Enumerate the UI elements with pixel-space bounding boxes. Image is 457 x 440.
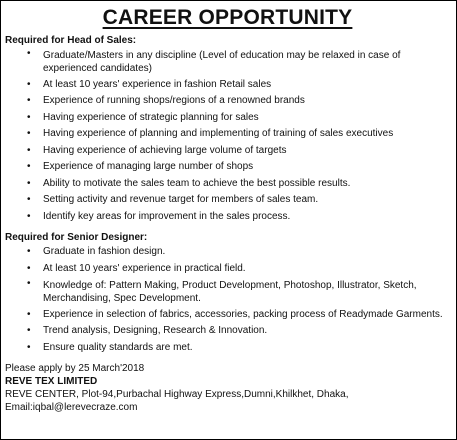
bullet-icon: •: [27, 194, 31, 205]
bullet-icon: •: [27, 128, 31, 139]
bullet-icon: •: [27, 210, 31, 222]
list-item: [27, 340, 450, 357]
list-item-text: Experience of managing large number of shops: [43, 161, 254, 172]
list-item-text: Trend analysis, Designing, Research & Innovation.: [43, 325, 268, 336]
list-item: [27, 47, 450, 77]
list-item: [27, 110, 450, 127]
bullet-icon: •: [27, 246, 31, 257]
bullet-icon: •: [27, 95, 31, 106]
list-item: [27, 126, 450, 143]
bullet-icon: •: [27, 111, 31, 123]
list-item: [27, 192, 450, 209]
list-item: [27, 261, 450, 278]
list-item: [27, 176, 450, 193]
list-item: [27, 277, 450, 307]
bullet-icon: •: [27, 308, 31, 320]
bullet-icon: •: [27, 325, 31, 336]
company-name: REVE TEX LIMITED: [5, 376, 98, 387]
list-item-text: Having experience of planning and implementing of training of sales executives: [43, 128, 394, 139]
list-item: [27, 209, 450, 226]
bullet-icon: •: [27, 161, 31, 172]
requirements-list-head-of-sales: [5, 47, 450, 225]
bullet-icon: •: [27, 144, 31, 156]
list-item-text: Identify key areas for improvement in the sales process.: [43, 210, 291, 222]
bullet-icon: •: [27, 278, 31, 289]
list-item: [27, 77, 450, 94]
list-item: [27, 307, 450, 324]
section-heading-senior-designer: Required for Senior Designer:: [5, 232, 148, 243]
list-item-text: Having experience of strategic planning for sales: [43, 111, 259, 123]
bullet-icon: •: [27, 262, 31, 274]
list-item-text: Graduate/Masters in any discipline (Level of education may be relaxed in case of experienced candidates): [43, 50, 401, 74]
section-heading-head-of-sales: Required for Head of Sales:: [5, 35, 137, 46]
bullet-icon: •: [27, 177, 31, 189]
list-item: [27, 159, 450, 176]
bullet-icon: •: [27, 48, 31, 59]
list-item-text: Having experience of achieving large volume of targets: [43, 144, 287, 156]
page-title: CAREER OPPORTUNITY: [102, 6, 353, 29]
list-item-text: At least 10 years' experience in fashion Retail sales: [43, 78, 272, 90]
list-item-text: At least 10 years' experience in practical field.: [43, 262, 246, 274]
list-item-text: Ensure quality standards are met.: [43, 341, 193, 353]
list-item: [27, 93, 450, 110]
list-item-text: Knowledge of: Pattern Making, Product Development, Photoshop, Illustrator, Sketch, Merchandising, Spec Development.: [43, 280, 417, 304]
footer: [5, 362, 450, 414]
list-item-text: Experience in selection of fabrics, accessories, packing process of Readymade Garments.: [43, 308, 443, 320]
list-item-text: Experience of running shops/regions of a renowned brands: [43, 95, 305, 106]
apply-deadline: Please apply by 25 March'2018: [5, 363, 145, 374]
requirements-list-senior-designer: [5, 244, 450, 356]
bullet-icon: •: [27, 341, 31, 353]
list-item: [27, 244, 450, 261]
bullet-icon: •: [27, 78, 31, 90]
list-item-text: Setting activity and revenue target for members of sales team.: [43, 194, 319, 205]
list-item: [27, 323, 450, 340]
list-item: [27, 143, 450, 160]
company-address: REVE CENTER, Plot-94,Purbachal Highway Express,Dumni,Khilkhet, Dhaka, Email:iqbal@lerevecraze.com: [5, 389, 349, 413]
list-item-text: Graduate in fashion design.: [43, 246, 166, 257]
list-item-text: Ability to motivate the sales team to achieve the best possible results.: [43, 177, 351, 189]
